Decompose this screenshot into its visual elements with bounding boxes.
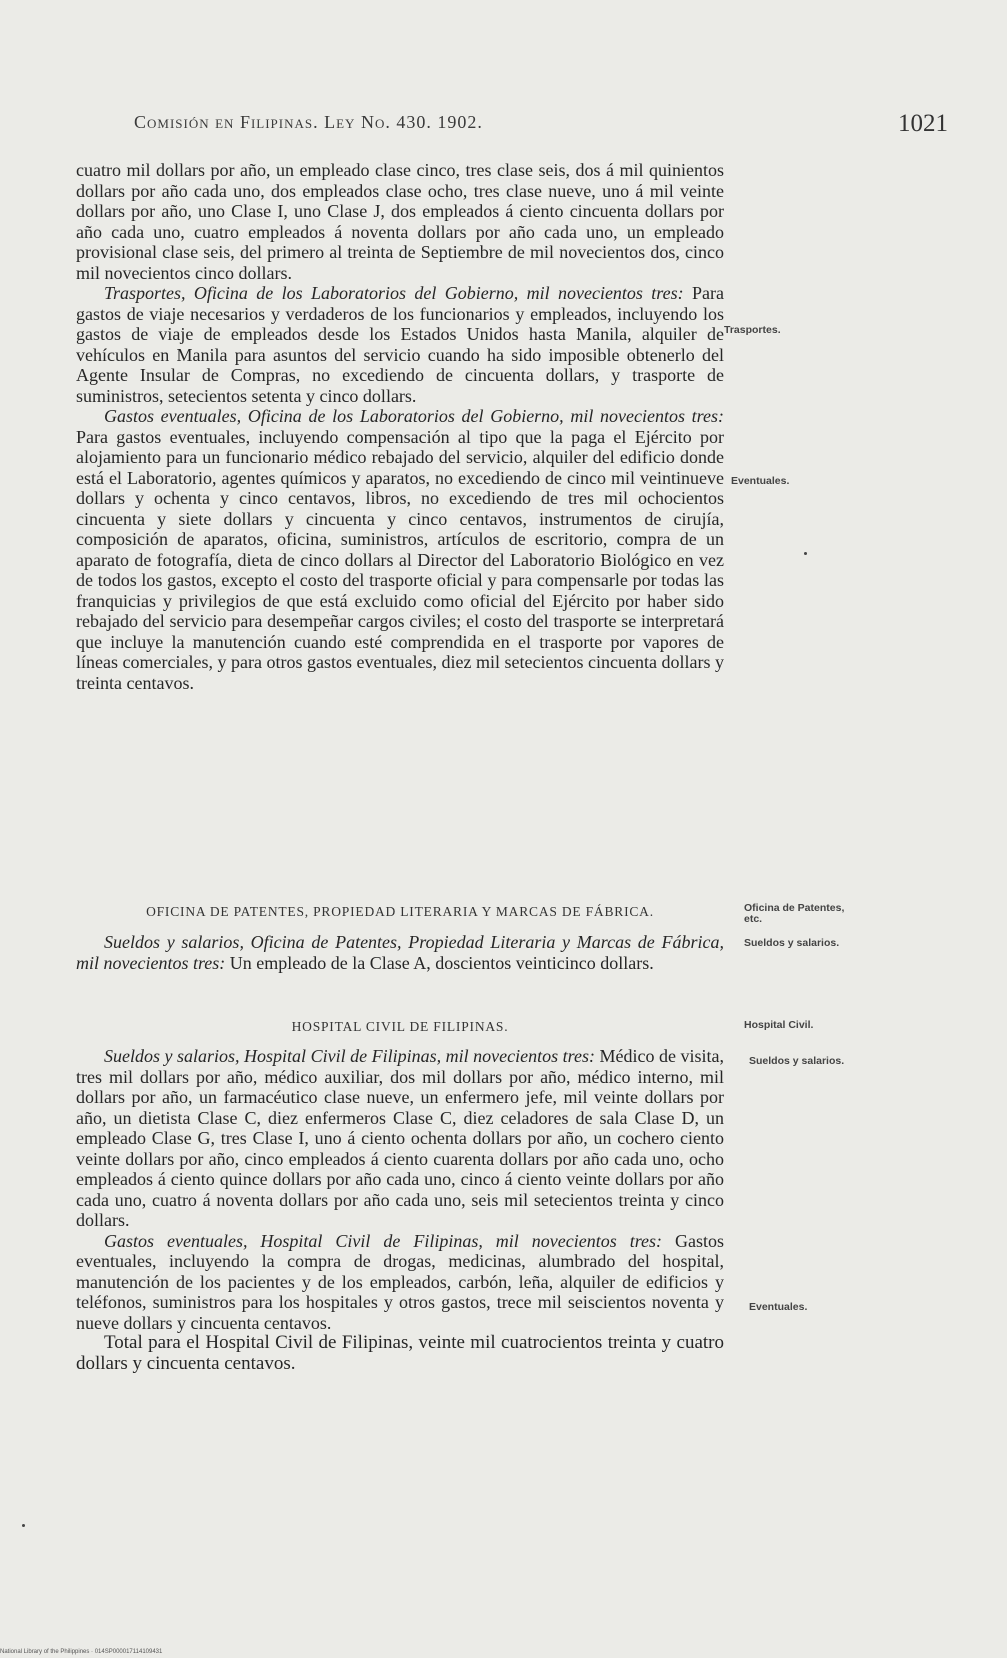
text-block-patentes — [76, 932, 724, 973]
margin-note-eventuales: Eventuales. — [749, 1301, 808, 1313]
paragraph-body: Para gastos de viaje necesarios y verdaderos de los funcionarios y empleados, incluyendo los gastos de viaje de empleados desde los Estados Unidos hasta Manila, alquiler de vehículos en Manila para asuntos del servicio cuando ha sido imposible obtenerlo del Agente Insular de Compras, no excediendo de cincuenta dollars, y trasporte de suministros, setecientos setenta y cinco dollars. — [76, 283, 724, 406]
paragraph-title: Sueldos y salarios, Hospital Civil de Filipinas, mil novecientos tres: — [104, 1046, 595, 1066]
paragraph-sueldos-continuation: cuatro mil dollars por año, un empleado clase cinco, tres clase seis, dos á mil quinientos dollars por año cada uno, dos empleados clase ocho, tres clase nueve, uno á mil veinte dollars por año, uno Clase I, uno Clase J, dos empleados á ciento cincuenta dollars por año cada uno, cuatro empleados á noventa dollars por año cada uno, un empleado provisional clase seis, del primero al treinta de Septiembre de mil novecientos dos, cinco mil novecientos cinco dollars. — [76, 160, 724, 283]
margin-note-oficina-patentes: Oficina de Patentes, etc. — [744, 902, 845, 925]
paragraph-title: Gastos eventuales, Oficina de los Laboratorios del Gobierno, mil novecientos tres: — [104, 406, 724, 426]
page-number: 1021 — [898, 110, 948, 137]
paragraph-body: Gastos eventuales, incluyendo la compra de drogas, medicinas, alumbrado del hospital, manutención de los pacientes y de los empleados, carbón, leña, alquiler de edificios y teléfonos, suministros para los hospitales y otros gastos, trece mil seiscientos noventa y nueve dollars y cincuenta centavos. — [76, 1230, 725, 1333]
margin-note-sueldos: Sueldos y salarios. — [749, 1055, 845, 1067]
paragraph-body: Para gastos eventuales, incluyendo compensación al tipo que la paga el Ejército por alojamiento para un funcionario médico rebajado del servicio, alquiler del edificio donde está el Laboratorio, agentes químicos y aparatos, no excediendo de cinco mil veintinueve dollars y ochenta y cinco centavos, libros, no excediendo de tres mil ochocientos cincuenta y siete dollars y cincuenta y cinco centavos, instrumentos de cirujía, composición de aparatos, oficina, suministros, artículos de escritorio, compra de un aparato de fotografía, dieta de cinco dollars al Director del Laboratorio Biológico en vez de todos los gastos, excepto el costo del trasporte oficial y para compensarle por todas las franquicias y privilegios de que está excluido como oficial del Ejército por haber sido rebajado del servicio para desempeñar cargos civiles; el costo del trasporte se interpretará que incluye la manutención cuando esté comprendida en el trasporte por vapores de líneas comerciales, y para otros gastos eventuales, diez mil setecientos cincuenta dollars y treinta centavos. — [76, 426, 724, 693]
paragraph-title: Sueldos y salarios, Oficina de Patentes, Propiedad Literaria y Marcas de Fábrica, mil novecientos tres: — [76, 932, 724, 973]
paragraph-trasportes — [76, 283, 724, 406]
scan-speck — [804, 552, 807, 555]
paragraph-sueldos-patentes — [76, 932, 724, 973]
paragraph-total-hospital: Total para el Hospital Civil de Filipinas, veinte mil cuatrocientos treinta y cuatro dollars y cincuenta centavos. — [76, 1332, 724, 1374]
margin-note-sueldos: Sueldos y salarios. — [744, 937, 840, 949]
paragraph-sueldos-hospital — [76, 1046, 724, 1231]
margin-note-hospital-civil: Hospital Civil. — [744, 1019, 814, 1031]
section-heading-patentes: OFICINA DE PATENTES, PROPIEDAD LITERARIA Y MARCAS DE FÁBRICA. — [146, 904, 654, 919]
margin-note-trasportes: Trasportes. — [724, 324, 781, 336]
footer-source: National Library of the Philippines · 014SP000017114109431 — [0, 1649, 163, 1655]
paragraph-body: Médico de visita, tres mil dollars por año, médico auxiliar, dos mil dollars por año, médico interno, mil dollars por año, un farmacéutico clase nueve, un enfermero jefe, mil veinte dollars por año, un dietista Clase C, diez enfermeros Clase C, diez celadores de sala Clase D, un empleado Clase G, tres Clase I, uno á ciento ochenta dollars por año, un cochero ciento veinte dollars por año, cinco empleados á ciento cuarenta dollars por año cada uno, ocho empleados á ciento quince dollars por año cada uno, cinco á ciento veinte dollars por año cada uno, cuatro á noventa dollars por año cada uno, seis mil setecientos treinta y cinco dollars. — [76, 1046, 724, 1230]
paragraph-gastos-eventuales — [76, 406, 724, 693]
margin-note-eventuales: Eventuales. — [731, 475, 790, 487]
paragraph-gastos-hospital — [76, 1231, 724, 1334]
text-block-hospital — [76, 1046, 724, 1374]
text-block-laboratorios — [76, 160, 724, 693]
running-head: Comisión en Filipinas. Ley No. 430. 1902. — [134, 112, 483, 132]
paragraph-title: Trasportes, Oficina de los Laboratorios del Gobierno, mil novecientos tres: — [104, 283, 684, 303]
paragraph-title: Gastos eventuales, Hospital Civil de Filipinas, mil novecientos tres: — [104, 1230, 663, 1251]
paragraph-body: Un empleado de la Clase A, doscientos veinticinco dollars. — [225, 952, 654, 973]
scan-speck — [22, 1524, 25, 1527]
section-heading-hospital: HOSPITAL CIVIL DE FILIPINAS. — [291, 1019, 509, 1034]
